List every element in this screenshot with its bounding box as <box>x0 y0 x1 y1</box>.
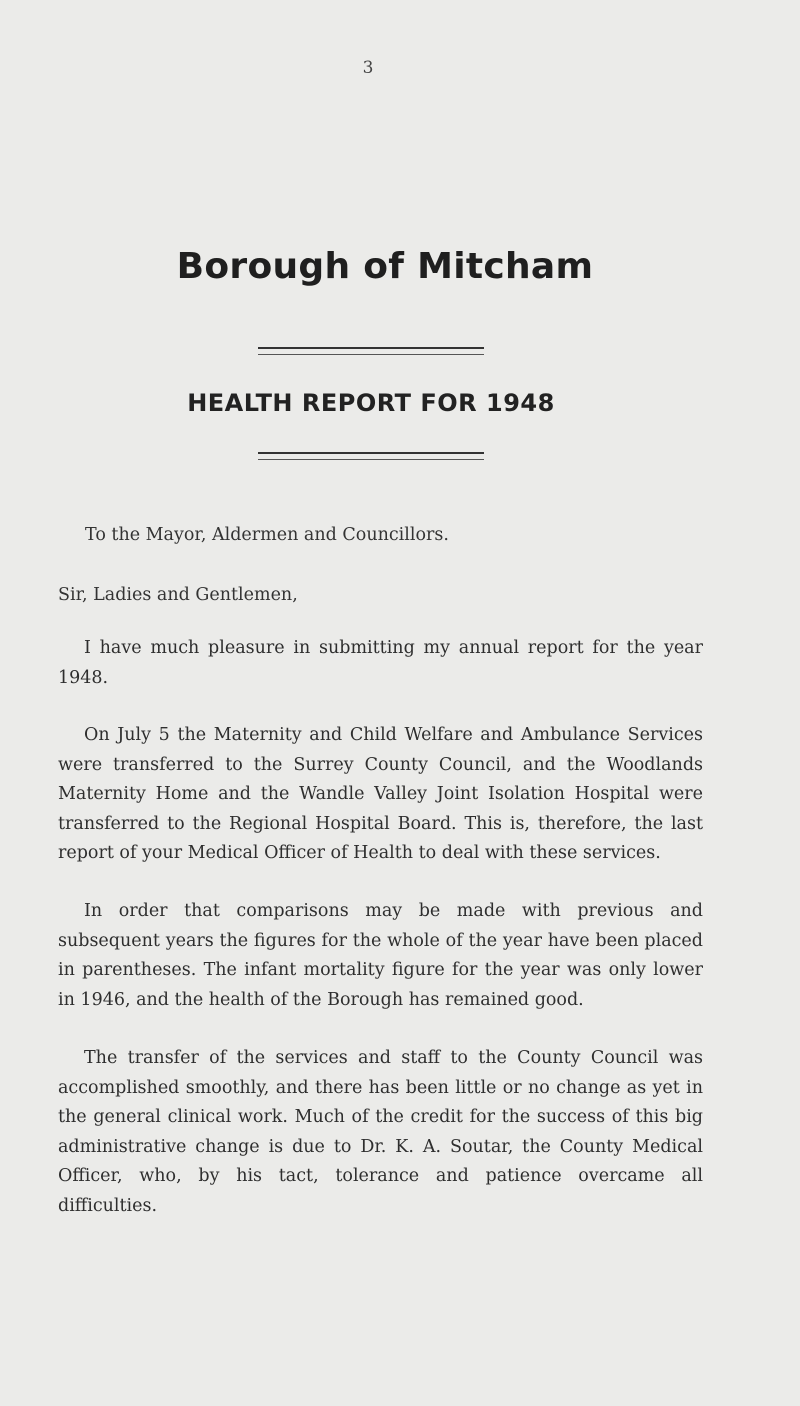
double-rule-divider <box>258 452 484 460</box>
addressee-line: To the Mayor, Aldermen and Councillors. <box>85 525 449 545</box>
page-number: 3 <box>362 58 374 78</box>
paragraph: On July 5 the Maternity and Child Welfare and Ambulance Services were transferred to the Surrey County Council, and the Woodlands Maternity Home and the Wandle Valley Joint Isolation Hospital were transferred to the Regional Hospital Board. This is, therefore, the last report of your Medical Officer of Health to deal with these services. <box>58 725 703 863</box>
salutation-line: Sir, Ladies and Gentlemen, <box>58 585 298 605</box>
report-heading: HEALTH REPORT FOR 1948 <box>187 389 555 417</box>
paragraph: In order that comparisons may be made with previous and subsequent years the figures for the whole of the year have been placed in parentheses. The infant mortality figure for the year was only lower in 1946, and the health of the Borough has remained good. <box>58 901 703 1010</box>
paragraph: I have much pleasure in submitting my annual report for the year 1948. <box>58 638 703 688</box>
paragraph: The transfer of the services and staff to the County Council was accomplished smoothly, and there has been little or no change as yet in the general clinical work. Much of the credit for the success of this big administrative change is due to Dr. K. A. Soutar, the County Medical Officer, who, by his tact, tolerance and patience overcame all difficulties. <box>58 1048 703 1216</box>
page-title: Borough of Mitcham <box>176 246 594 287</box>
double-rule-divider <box>258 347 484 355</box>
